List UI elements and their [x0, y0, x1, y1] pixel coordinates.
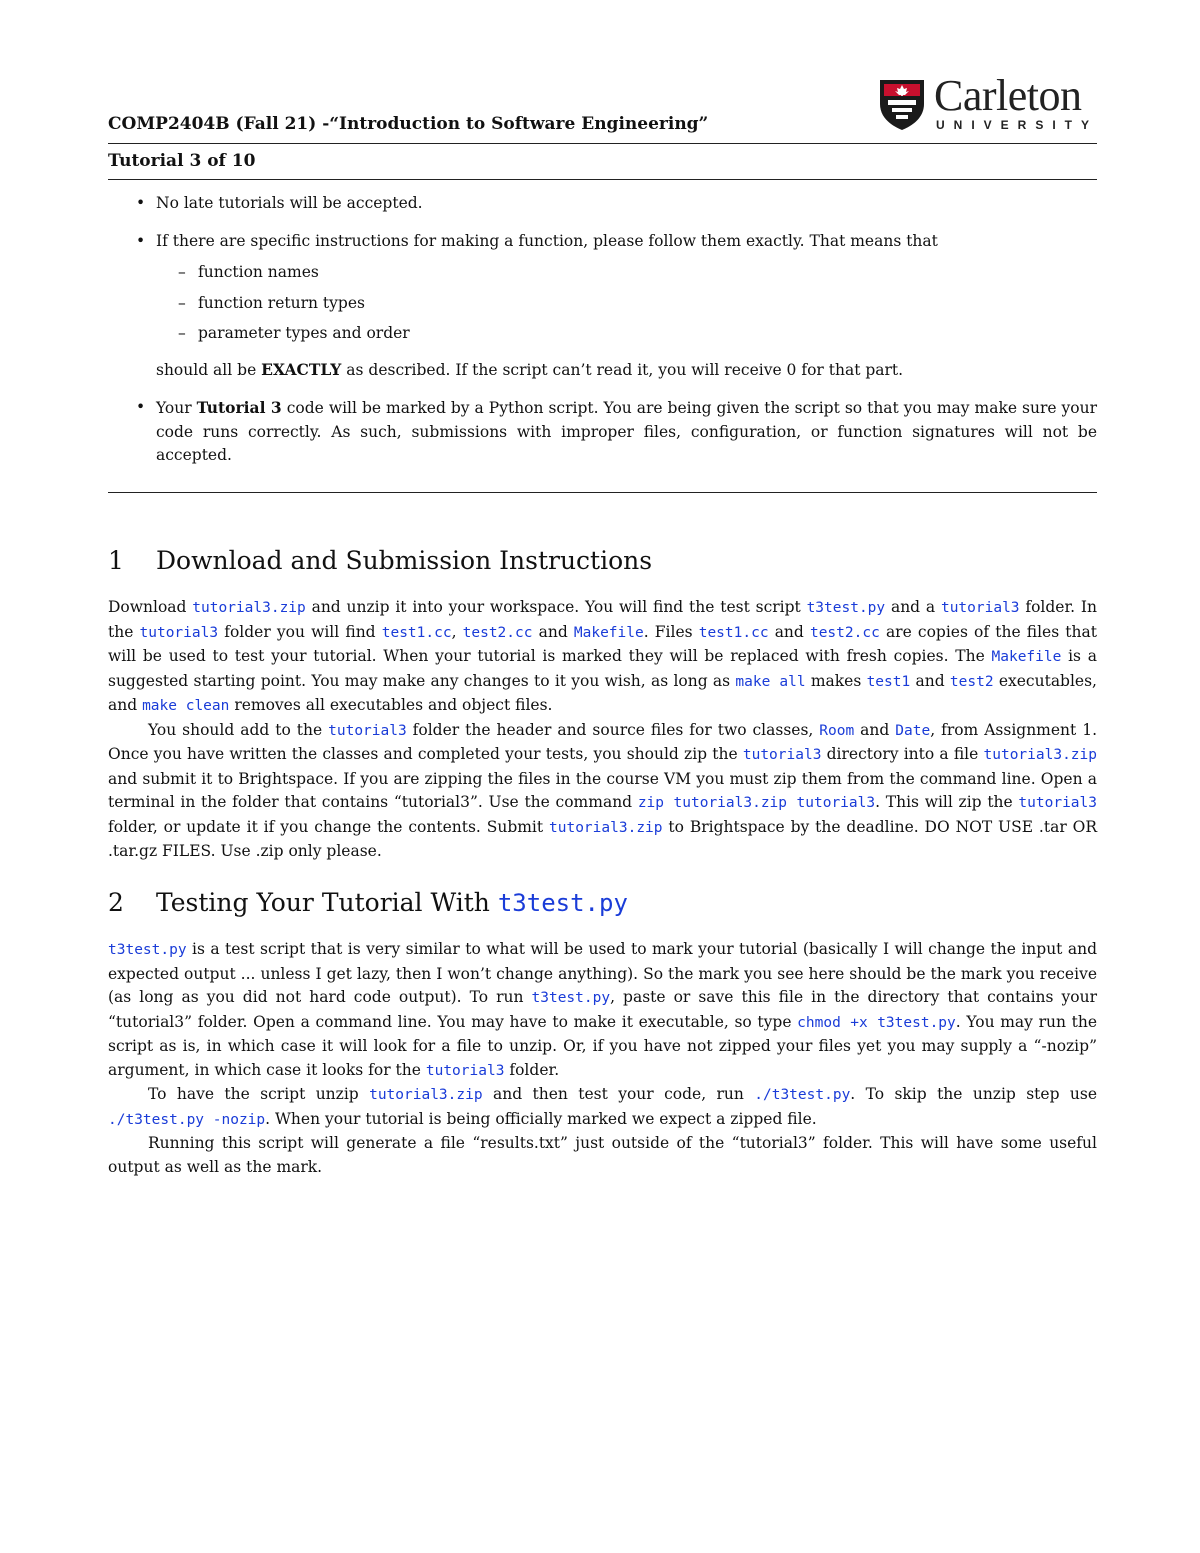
text-run: folder you will find	[218, 622, 382, 641]
inline-code: test2.cc	[809, 624, 880, 641]
carleton-logo	[878, 71, 1099, 134]
inline-code: test1	[866, 673, 911, 690]
bullet-icon: •	[136, 231, 146, 250]
inline-code: make all	[735, 673, 806, 690]
section-heading: 2 Testing Your Tutorial With t3test.py	[108, 888, 628, 917]
section2-body	[108, 938, 1097, 1179]
text-run: . To skip the unzip step use	[850, 1085, 1097, 1103]
inline-code: tutorial3	[139, 624, 219, 641]
text-run: makes	[805, 671, 867, 690]
inline-code: tutorial3.zip	[192, 600, 306, 616]
inline-code: t3test.py	[806, 600, 886, 616]
text-run: folder.	[504, 1060, 560, 1079]
dash-icon: –	[178, 324, 186, 342]
text-run: To have the script unzip	[148, 1085, 370, 1103]
inline-code: t3test.py	[531, 990, 611, 1006]
section1-body	[108, 596, 1097, 864]
inline-code: Room	[819, 722, 855, 739]
text-run: folder. In the	[108, 598, 1098, 641]
inline-code: zip tutorial3.zip tutorial3	[637, 795, 876, 811]
inline-code: tutorial3.zip	[549, 819, 663, 836]
paragraph	[108, 1132, 1097, 1179]
text-run: are copies of the files that will be used to test your tutorial. When your tutorial is marked they will be replaced with fresh copies. The	[108, 622, 1097, 665]
header-rule	[108, 143, 1097, 144]
paragraph	[108, 719, 1097, 864]
list-item: • If there are specific instructions for making a function, please follow them exactly. That means that	[108, 230, 1097, 254]
inline-code: tutorial3	[328, 722, 407, 739]
rules-end-rule	[108, 492, 1097, 493]
list-item: • No late tutorials will be accepted.	[108, 192, 1097, 216]
text-run: . Files	[643, 622, 699, 641]
text-run: and then test your code, run	[482, 1085, 755, 1103]
sub-list-item: – function return types	[108, 292, 1097, 316]
text-run: , paste or save this file in the directory that contains your “tutorial3” folder. Open a command line. You may have to make it executable, so type	[108, 988, 1097, 1031]
list-item: • Your Tutorial 3 code will be marked by a Python script. You are being given the script so that you may make sure your code runs correctly. As such, submissions with improper files, configuration, or function signatures will not be accepted.	[136, 398, 1098, 464]
text-run: and unzip it into your workspace. You will find the test script	[305, 598, 807, 616]
paragraph	[108, 938, 1097, 1083]
text-run: and	[854, 720, 896, 739]
text-run: and submit it to Brightspace. If you are zipping the files in the course VM you must zip them from the command line. Open a terminal in the folder that contains “tutorial3”. Use the command	[108, 769, 1097, 811]
text-run: ,	[451, 622, 463, 641]
text-run: . You may run the script as is, in which case it will look for a file to unzip. Or, if you have not zipped your files yet you may supply a “-nozip” argument, in which case it looks for the	[108, 1012, 1097, 1079]
text-run: . When your tutorial is being officially marked we expect a zipped file.	[265, 1109, 817, 1128]
text-run: is a test script that is very similar to what will be used to mark your tutorial (basically I will change the input and expected output ... unless I get lazy, then I won’t change anything). So the mark you see here should be the mark you receive (as long as you did not hard code output). To run	[108, 940, 1097, 1006]
inline-code: tutorial3.zip	[983, 747, 1097, 763]
inline-code: tutorial3	[1018, 795, 1097, 811]
text-run: and	[532, 622, 574, 641]
text-run: You should add to the	[148, 720, 329, 739]
inline-code: tutorial3	[425, 1062, 505, 1079]
text-run: . This will zip the	[875, 793, 1019, 811]
logo-subtitle: UNIVERSITY	[936, 118, 1099, 132]
inline-code: test1.cc	[381, 624, 452, 641]
bullet-icon: •	[136, 398, 146, 416]
inline-code: test1.cc	[698, 624, 769, 641]
tutorial-number: Tutorial 3 of 10	[108, 151, 256, 171]
inline-code: Makefile	[991, 649, 1062, 665]
sub-list-item: – parameter types and order	[108, 322, 1097, 346]
text-run: and	[768, 622, 810, 641]
text-run: and	[910, 671, 950, 690]
inline-code: Date	[895, 722, 931, 739]
text-run: Running this script will generate a file “results.txt” just outside of the “tutorial3” folder. This will have some useful output as well as the mark.	[108, 1134, 1097, 1176]
inline-code: chmod +x t3test.py	[797, 1014, 956, 1031]
inline-code: ./t3test.py	[754, 1087, 851, 1103]
tutorial-rule	[108, 179, 1097, 180]
logo-wordmark: Carleton	[934, 71, 1082, 120]
text-run: is a suggested starting point. You may make any changes to it you wish, as long as	[108, 647, 1097, 690]
section-heading: 1 Download and Submission Instructions	[108, 546, 653, 575]
inline-code: tutorial3.zip	[369, 1087, 483, 1103]
dash-icon: –	[178, 293, 186, 312]
text-run: and a	[885, 598, 941, 616]
rules-list	[108, 192, 1097, 482]
inline-code: test2.cc	[462, 624, 533, 641]
text-run: removes all executables and object files.	[229, 696, 553, 714]
paragraph	[108, 1083, 1097, 1132]
sub-list-item: – function names	[108, 261, 1097, 285]
dash-icon: –	[178, 263, 186, 281]
inline-code: t3test.py	[108, 942, 187, 958]
paragraph	[108, 596, 1097, 719]
inline-code: test2	[949, 673, 994, 690]
carleton-shield-icon	[878, 78, 926, 132]
bullet-icon: •	[136, 194, 146, 212]
text-run: executables, and	[108, 671, 1097, 714]
inline-code: ./t3test.py -nozip	[108, 1111, 266, 1128]
text-run: Download	[108, 598, 193, 616]
list-continuation: should all be EXACTLY as described. If the script can’t read it, you will receive 0 for that part.	[156, 359, 904, 379]
text-run: directory into a file	[821, 745, 984, 763]
text-run: to Brightspace by the deadline. DO NOT USE .tar OR .tar.gz FILES. Use .zip only please.	[108, 817, 1098, 860]
text-run: , from Assignment 1. Once you have written the classes and completed your tests, you should zip the	[108, 720, 1097, 763]
inline-code: tutorial3	[742, 747, 822, 763]
text-run: folder, or update it if you change the contents. Submit	[108, 817, 550, 836]
text-run: folder the header and source files for two classes,	[406, 720, 820, 739]
inline-code: make clean	[142, 698, 230, 714]
course-title: COMP2404B (Fall 21) -“Introduction to Software Engineering”	[108, 114, 709, 134]
inline-code: Makefile	[573, 624, 644, 641]
inline-code: tutorial3	[940, 600, 1020, 616]
